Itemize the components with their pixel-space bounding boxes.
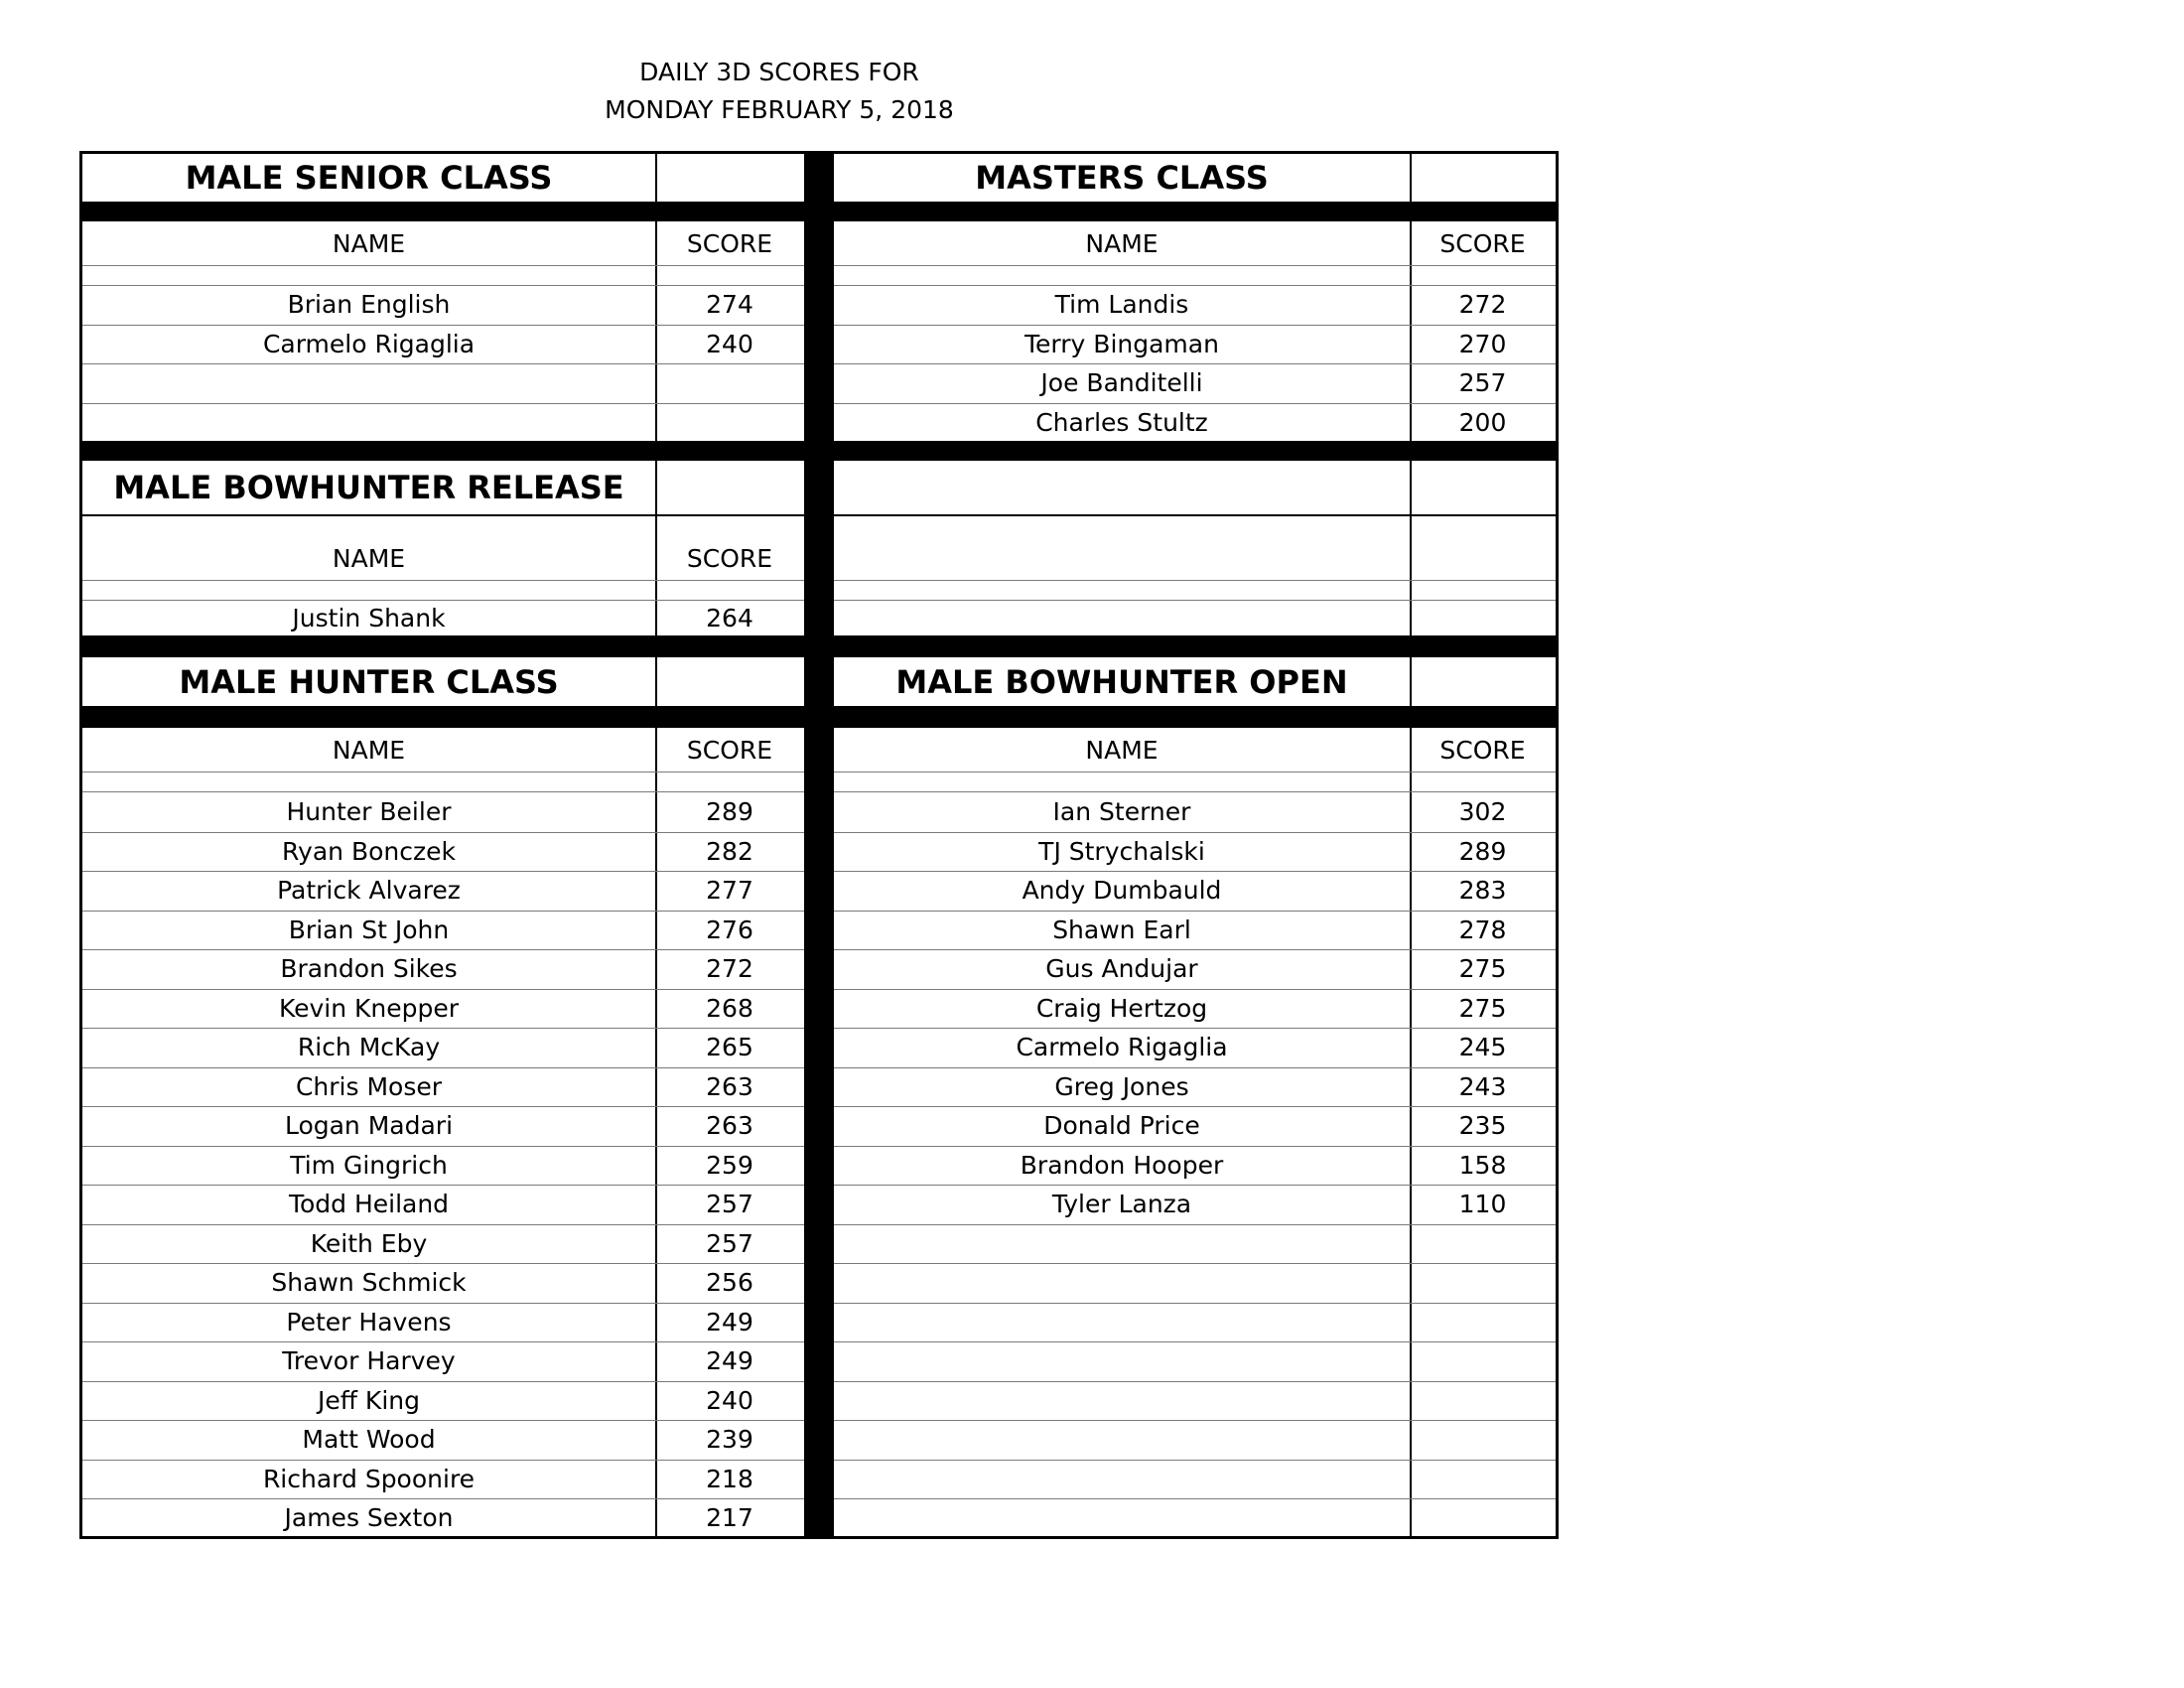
report-title-line-2: MONDAY FEBRUARY 5, 2018 xyxy=(605,95,954,124)
class-title: MALE SENIOR CLASS xyxy=(185,159,553,197)
entry-name: Shawn Earl xyxy=(1052,914,1191,944)
entry-score: 270 xyxy=(1458,329,1507,358)
name-column-header: NAME xyxy=(1085,228,1159,258)
row-rule xyxy=(834,265,1556,266)
entry-score: 257 xyxy=(1458,368,1507,398)
score-sheet xyxy=(79,151,1559,1539)
entry-name: Hunter Beiler xyxy=(286,797,452,827)
row-rule xyxy=(834,1341,1556,1342)
entry-name: Brian St John xyxy=(288,914,450,944)
entry-name: Patrick Alvarez xyxy=(277,876,461,906)
name-column-header: NAME xyxy=(1085,735,1159,765)
entry-score: 249 xyxy=(706,1346,753,1376)
entry-score: 256 xyxy=(706,1268,753,1298)
entry-score: 263 xyxy=(706,1111,753,1141)
entry-name: Brian English xyxy=(287,290,451,320)
entry-name: James Sexton xyxy=(284,1503,454,1533)
entry-name: Kevin Knepper xyxy=(278,993,460,1023)
entry-score: 158 xyxy=(1458,1150,1507,1180)
report-header xyxy=(0,58,2184,137)
row-rule xyxy=(834,1224,1556,1225)
row-rule xyxy=(834,772,1556,773)
entry-score: 218 xyxy=(706,1464,753,1493)
row-rule xyxy=(834,1303,1556,1304)
name-column-header: NAME xyxy=(332,735,406,765)
class-title: MASTERS CLASS xyxy=(975,159,1269,197)
entry-name: Matt Wood xyxy=(302,1425,436,1455)
entry-name: Carmelo Rigaglia xyxy=(262,329,476,358)
entry-score: 302 xyxy=(1458,797,1507,827)
entry-name: Peter Havens xyxy=(286,1307,452,1336)
entry-score: 200 xyxy=(1458,407,1507,437)
entry-name: Chris Moser xyxy=(295,1071,443,1101)
entry-score: 272 xyxy=(1458,290,1507,320)
entry-name: Richard Spoonire xyxy=(262,1464,476,1493)
row-rule xyxy=(834,1381,1556,1382)
entry-score: 265 xyxy=(706,1033,753,1062)
entry-score: 257 xyxy=(706,1228,753,1258)
entry-name: Ryan Bonczek xyxy=(282,836,456,866)
column-rule xyxy=(1410,461,1412,635)
entry-score: 239 xyxy=(706,1425,753,1455)
title-rule xyxy=(82,514,804,516)
entry-score: 277 xyxy=(706,876,753,906)
entry-score: 240 xyxy=(706,329,753,358)
entry-score: 249 xyxy=(706,1307,753,1336)
entry-name: Terry Bingaman xyxy=(1024,329,1219,358)
entry-score: 259 xyxy=(706,1150,753,1180)
entry-score: 110 xyxy=(1458,1190,1507,1219)
row-rule xyxy=(834,1420,1556,1421)
entry-score: 240 xyxy=(706,1385,753,1415)
entry-score: 217 xyxy=(706,1503,753,1533)
entry-score: 257 xyxy=(706,1190,753,1219)
entry-score: 264 xyxy=(706,604,753,633)
row-rule xyxy=(834,580,1556,581)
entry-score: 283 xyxy=(1458,876,1507,906)
entry-name: Trevor Harvey xyxy=(282,1346,456,1376)
entry-name: Rich McKay xyxy=(297,1033,441,1062)
entry-name: Todd Heiland xyxy=(288,1190,450,1219)
title-rule xyxy=(834,514,1556,516)
entry-score: 275 xyxy=(1458,954,1507,984)
row-rule xyxy=(834,1460,1556,1461)
entry-score: 263 xyxy=(706,1071,753,1101)
entry-score: 272 xyxy=(706,954,753,984)
entry-score: 268 xyxy=(706,993,753,1023)
entry-name: Justin Shank xyxy=(292,604,446,633)
entry-score: 235 xyxy=(1458,1111,1507,1141)
row-rule xyxy=(82,265,804,266)
report-title-line-1: DAILY 3D SCORES FOR xyxy=(639,58,919,86)
entry-score: 289 xyxy=(1458,836,1507,866)
entry-score: 275 xyxy=(1458,993,1507,1023)
name-column-header: NAME xyxy=(332,543,406,573)
entry-score: 274 xyxy=(706,290,753,320)
score-column-header: SCORE xyxy=(1439,228,1526,258)
entry-name: Carmelo Rigaglia xyxy=(1016,1033,1228,1062)
entry-name: Craig Hertzog xyxy=(1035,993,1208,1023)
entry-score: 282 xyxy=(706,836,753,866)
entry-name: Jeff King xyxy=(318,1385,420,1415)
entry-score: 243 xyxy=(1458,1071,1507,1101)
score-column-header: SCORE xyxy=(686,543,773,573)
entry-score: 245 xyxy=(1458,1033,1507,1062)
row-rule xyxy=(82,403,804,404)
row-rule xyxy=(834,600,1556,601)
entry-name: Andy Dumbauld xyxy=(1022,876,1222,906)
entry-name: Ian Sterner xyxy=(1052,797,1191,827)
entry-name: Charles Stultz xyxy=(1035,407,1208,437)
row-rule xyxy=(82,580,804,581)
entry-score: 278 xyxy=(1458,914,1507,944)
section-separator xyxy=(82,635,1556,657)
entry-name: Brandon Hooper xyxy=(1020,1150,1224,1180)
section-separator xyxy=(82,706,1556,728)
entry-name: TJ Strychalski xyxy=(1038,836,1205,866)
row-rule xyxy=(834,1498,1556,1499)
entry-name: Tim Gingrich xyxy=(290,1150,448,1180)
entry-score: 289 xyxy=(706,797,753,827)
row-rule xyxy=(82,363,804,364)
class-title: MALE HUNTER CLASS xyxy=(179,662,559,701)
section-separator xyxy=(82,202,1556,221)
entry-name: Gus Andujar xyxy=(1045,954,1198,984)
entry-name: Joe Banditelli xyxy=(1040,368,1203,398)
entry-name: Shawn Schmick xyxy=(271,1268,467,1298)
class-title: MALE BOWHUNTER OPEN xyxy=(895,662,1348,701)
entry-name: Tim Landis xyxy=(1054,290,1189,320)
entry-name: Donald Price xyxy=(1043,1111,1200,1141)
class-title: MALE BOWHUNTER RELEASE xyxy=(113,469,624,506)
entry-name: Greg Jones xyxy=(1054,1071,1189,1101)
entry-name: Brandon Sikes xyxy=(280,954,458,984)
score-column-header: SCORE xyxy=(1439,735,1526,765)
row-rule xyxy=(82,772,804,773)
center-divider xyxy=(804,154,834,1536)
name-column-header: NAME xyxy=(332,228,406,258)
section-separator xyxy=(82,441,1556,461)
entry-name: Tyler Lanza xyxy=(1051,1190,1192,1219)
entry-score: 276 xyxy=(706,914,753,944)
score-column-header: SCORE xyxy=(686,228,773,258)
row-rule xyxy=(834,1263,1556,1264)
score-column-header: SCORE xyxy=(686,735,773,765)
entry-name: Logan Madari xyxy=(284,1111,454,1141)
entry-name: Keith Eby xyxy=(310,1228,428,1258)
